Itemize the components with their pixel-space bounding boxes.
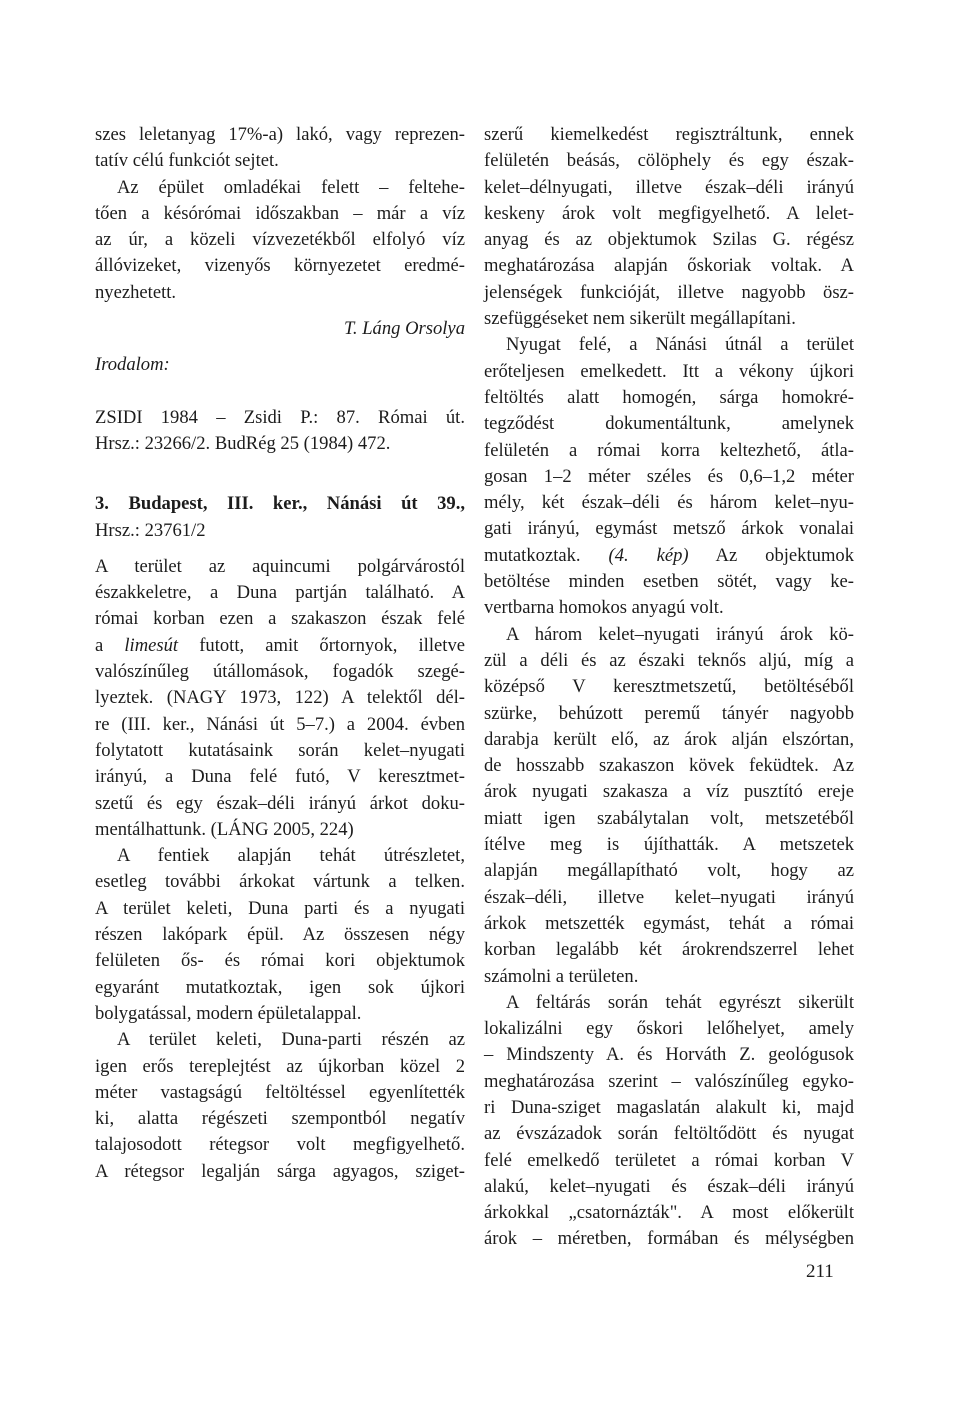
- text-line: felületén beásás, cölöphely és egy észak-: [484, 150, 854, 172]
- text-line: esetleg további árkokat vártunk a telken.: [95, 871, 465, 893]
- right-column: [484, 122, 854, 1253]
- text-line: A három kelet–nyugati irányú árok kö-: [506, 623, 854, 645]
- text-line: szetű és egy észak–déli irányú árkot doku-: [95, 792, 465, 814]
- text-line: A feltárás során tehát egyrészt sikerült: [506, 991, 854, 1013]
- author-signature: T. Láng Orsolya: [343, 318, 465, 340]
- text-line: az úr, a közeli vízvezetékből elfolyó víz: [95, 229, 465, 251]
- text-line: egyaránt mutatkoztak, igen sok újkori: [95, 976, 465, 998]
- text-line: valószínűleg útállomások, fogadók szegé-: [95, 661, 465, 683]
- text-line: Hrsz.: 23266/2. BudRég 25 (1984) 472.: [95, 432, 391, 454]
- text-line: ri Duna-sziget magaslatán alakult ki, majd: [484, 1096, 854, 1118]
- text-line: talajosodott rétegsor volt megfigyelhető.: [95, 1134, 465, 1156]
- paragraph-1: [484, 122, 854, 332]
- paragraph-3: [484, 622, 854, 990]
- paragraph-2: [95, 175, 465, 306]
- text-line: de hosszabb szakaszon kövek feküdtek. Az: [484, 755, 854, 777]
- text-line: Az épület omladékai felett – feltehe-: [117, 176, 465, 198]
- text-line: felületen ős- és római kori objektumok: [95, 950, 465, 972]
- text-line: az évszázadok során feltöltődött és nyugat: [484, 1123, 854, 1145]
- text-line: részen lakópark épül. Az összesen négy: [95, 924, 465, 946]
- text-line: erőteljesen emelkedett. Itt a vékony újkori: [484, 360, 854, 382]
- text-line: darabja került elő, az árok alján elszórtan,: [484, 728, 854, 750]
- text-line: szerű kiemelkedést regisztráltunk, ennek: [484, 124, 854, 145]
- text-line: felé emelkedő területet a római korban V: [484, 1149, 854, 1171]
- text-line: középső V keresztmetszetű, betöltéséből: [484, 676, 854, 698]
- text-line-limesut: a limesút futott, amit őrtornyok, illetve: [95, 634, 465, 656]
- text-line: mély, két észak–déli és három kelet–nyu-: [484, 492, 854, 514]
- text-line-figure-ref: mutatkoztak. (4. kép) Az objektumok: [484, 544, 854, 566]
- reference-entry: [95, 405, 465, 458]
- text-line: szürke, behúzott peremű tányér nagyobb: [484, 702, 854, 724]
- text-line: számolni a területen.: [484, 965, 639, 987]
- text-line: Nyugat felé, a Nánási útnál a terület: [506, 334, 854, 356]
- text-line: tegződést dokumentáltunk, amelynek: [484, 413, 854, 435]
- text-line: feltöltés alatt homogén, sárga homokré-: [484, 386, 854, 408]
- text-line: ZSIDI 1984 – Zsidi P.: 87. Római út.: [95, 406, 465, 428]
- text-line: szes leletanyag 17%-a) lakó, vagy reprezen-: [95, 124, 465, 145]
- text-line: igen erős tereplejtést az újkorban közel 2: [95, 1055, 465, 1077]
- text-line: árok nyugati szakasza a víz pusztító ereje: [484, 781, 854, 803]
- text-line: állóvizeket, vizenyős környezetet eredmé-: [95, 255, 465, 277]
- text-line: vertbarna homokos anyagú volt.: [484, 597, 724, 619]
- text-line: árok – méretben, formában és mélységben: [484, 1228, 854, 1250]
- text-line: zül a déli és az északi teknős aljú, míg a: [484, 649, 854, 671]
- text-line: irányú, a Duna felé futó, V keresztmet-: [95, 766, 465, 788]
- text-line: lyeztek. (NAGY 1973, 122) A telektől dél-: [95, 687, 465, 709]
- text-line: méter vastagságú feltöltéssel egyenlítették: [95, 1081, 465, 1103]
- text-line: anyag és az objektumok Szilas G. régész: [484, 229, 854, 251]
- paragraph-5: [95, 1027, 465, 1185]
- text-line: szefüggéseket nem sikerült megállapítani.: [484, 308, 796, 330]
- text-line: A fentiek alapján tehát útrészletet,: [117, 845, 465, 867]
- paragraph-2: [484, 332, 854, 621]
- text-line: A terület az aquincumi polgárvárostól: [95, 555, 465, 577]
- page-number: 211: [806, 1261, 834, 1282]
- paragraph-4: [95, 843, 465, 1027]
- text-line: gati irányú, egymást metsző árkok vonalai: [484, 518, 854, 540]
- left-column: [95, 122, 465, 1185]
- paragraph-3: [95, 554, 465, 843]
- heading-line: 3. Budapest, III. ker., Nánási út 39.,: [95, 493, 465, 515]
- paragraph-1: [95, 122, 465, 175]
- heading-line: Hrsz.: 23761/2: [95, 519, 206, 541]
- text-line: meghatározása szerint – valószínűleg egyko-: [484, 1070, 854, 1092]
- text-line: bolygatással, modern épületalappal.: [95, 1002, 362, 1024]
- text-line: re (III. ker., Nánási út 5–7.) a 2004. évben: [95, 713, 465, 735]
- text-line: észak–déli, illetve kelet–nyugati irányú: [484, 886, 854, 908]
- text-line: A terület keleti, Duna parti és a nyugati: [95, 897, 465, 919]
- text-line: folytatott kutatásaink során kelet–nyugati: [95, 739, 465, 761]
- literature-label: Irodalom:: [95, 354, 170, 376]
- text-line: A rétegsor legalján sárga agyagos, sziget-: [95, 1160, 465, 1182]
- text-line: betöltése minden esetben sötét, vagy ke-: [484, 571, 854, 593]
- text-line: mentálhattunk. (LÁNG 2005, 224): [95, 818, 354, 840]
- text-line: – Mindszenty A. és Horváth Z. geológusok: [484, 1044, 854, 1066]
- section-heading: [95, 491, 465, 544]
- text-line: gosan 1–2 méter széles és 0,6–1,2 méter: [484, 465, 854, 487]
- text-line: ítélve meg is újíthatták. A metszetek: [484, 834, 854, 856]
- text-line: jelenségek funkcióját, illetve nagyobb ösz-: [484, 281, 854, 303]
- text-line: tően a késórómai időszakban – már a víz: [95, 202, 465, 224]
- text-line: római korban ezen a szakaszon észak felé: [95, 608, 465, 630]
- text-line: tatív célú funkciót sejtet.: [95, 150, 279, 172]
- paragraph-4: [484, 990, 854, 1253]
- text-line: felületén a római korra keltezhető, átla-: [484, 439, 854, 461]
- text-line: nyezhetett.: [95, 281, 177, 303]
- text-line: árkokkal „csatornázták". A most előkerült: [484, 1202, 854, 1224]
- text-line: meghatározása alapján őskoriak voltak. A: [484, 255, 854, 277]
- text-line: alakú, kelet–nyugati és észak–déli irányú: [484, 1175, 854, 1197]
- text-line: lokalizálni egy őskori lelőhelyet, amely: [484, 1018, 854, 1040]
- text-line: korban legalább két árokrendszerrel lehet: [484, 939, 854, 961]
- text-line: keskeny árok volt megfigyelhető. A lelet-: [484, 202, 854, 224]
- text-line: ki, alatta régészeti szempontból negatív: [95, 1108, 465, 1130]
- text-line: alapján megállapítható volt, hogy az: [484, 860, 854, 882]
- text-line: A terület keleti, Duna-parti részén az: [117, 1029, 465, 1051]
- text-line: árkok metszették egymást, tehát a római: [484, 912, 854, 934]
- text-line: kelet–délnyugati, illetve észak–déli irányú: [484, 176, 854, 198]
- text-line: miatt igen szabálytalan volt, metszetéből: [484, 807, 854, 829]
- text-line: északkeletre, a Duna partján található. A: [95, 582, 465, 604]
